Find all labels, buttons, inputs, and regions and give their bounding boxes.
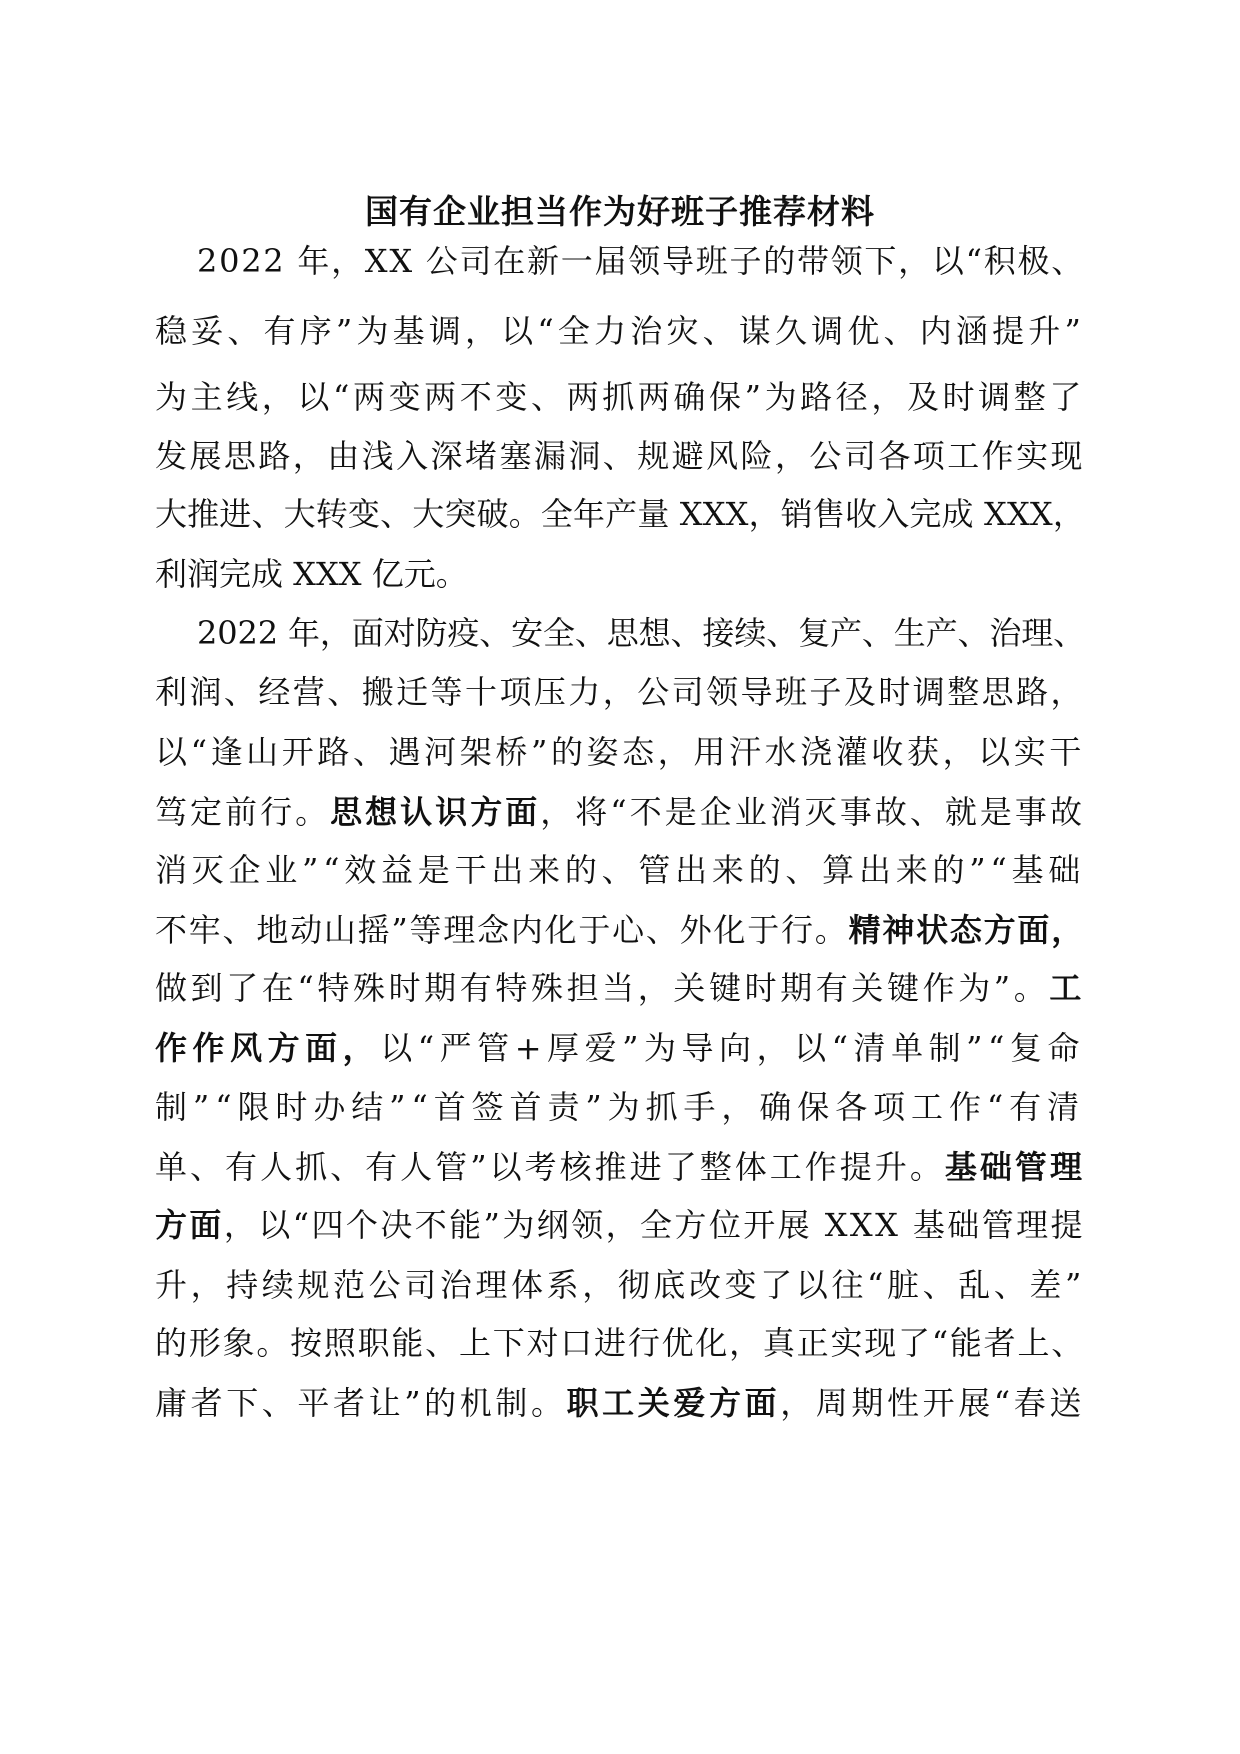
body-line: [155, 373, 1085, 421]
body-text: ，将“不是企业消灭事故、就是事故: [540, 793, 1085, 831]
body-line: [155, 307, 1085, 355]
body-text: 为主线，以“两变两不变、两抓两确保”为路径，及时调整了: [155, 378, 1085, 416]
body-line: [155, 728, 1085, 776]
body-text: ，周期性开展“春送: [780, 1384, 1085, 1422]
body-line: [155, 1024, 1085, 1072]
body-line: [155, 1083, 1085, 1131]
body-line: [197, 237, 1085, 285]
body-text: 以“严管+厚爱”为导向，以“清单制”“复命: [380, 1029, 1085, 1067]
body-line: [155, 788, 1085, 836]
bold-heading-text: 基础管理: [944, 1148, 1085, 1186]
body-line: [197, 609, 1085, 657]
body-text: 稳妥、有序”为基调，以“全力治灾、谋久调优、内涵提升”: [155, 312, 1085, 350]
body-line: [155, 1201, 1085, 1249]
body-line: [155, 1379, 1085, 1427]
body-line: [155, 432, 1085, 480]
bold-heading-text: 精神状态方面，: [848, 911, 1085, 949]
body-text: 2022 年，XX 公司在新一届领导班子的带领下，以“积极、: [197, 242, 1085, 280]
body-line: [155, 1261, 1085, 1309]
body-text: 利润、经营、搬迁等十项压力，公司领导班子及时调整思路，: [155, 673, 1085, 711]
bold-heading-text: 职工关爱方面: [566, 1384, 781, 1422]
bold-heading-text: 思想认识方面: [330, 793, 541, 831]
body-line: [155, 668, 1085, 716]
body-text: 升，持续规范公司治理体系，彻底改变了以往“脏、乱、差”: [155, 1266, 1085, 1304]
body-text: 大推进、大转变、大突破。全年产量 XXX，销售收入完成 XXX，: [155, 495, 1085, 533]
body-line: [155, 846, 1085, 894]
body-line: [155, 1319, 1085, 1367]
body-text: 的形象。按照职能、上下对口进行优化，真正实现了“能者上、: [155, 1324, 1085, 1362]
body-line: [155, 490, 1085, 538]
body-text: 庸者下、平者让”的机制。: [155, 1384, 567, 1422]
bold-heading-text: 方面: [155, 1206, 224, 1244]
document-title: 国有企业担当作为好班子推荐材料: [365, 192, 875, 231]
body-line: [155, 1143, 1085, 1191]
body-text: 不牢、地动山摇”等理念内化于心、外化于行。: [155, 911, 849, 949]
body-text: 消灭企业”“效益是干出来的、管出来的、算出来的”“基础: [155, 851, 1085, 889]
body-text: 笃定前行。: [155, 793, 331, 831]
body-line: [155, 964, 1085, 1012]
body-text: 做到了在“特殊时期有特殊担当，关键时期有关键作为”。: [155, 969, 1050, 1007]
body-text: ，以“四个决不能”为纲领，全方位开展 XXX 基础管理提: [223, 1206, 1085, 1244]
bold-heading-text: 工: [1049, 969, 1085, 1007]
body-text: 以“逢山开路、遇河架桥”的姿态，用汗水浇灌收获，以实干: [155, 733, 1085, 771]
body-line: [155, 550, 1085, 598]
body-line: [155, 906, 1085, 954]
body-text: 发展思路，由浅入深堵塞漏洞、规避风险，公司各项工作实现: [155, 437, 1085, 475]
body-text: 制”“限时办结”“首签首责”为抓手，确保各项工作“有清: [155, 1088, 1085, 1126]
body-text: 2022 年，面对防疫、安全、思想、接续、复产、生产、治理、: [197, 614, 1085, 652]
body-text: 利润完成 XXX 亿元。: [155, 555, 468, 593]
bold-heading-text: 作作风方面，: [155, 1029, 381, 1067]
body-text: 单、有人抓、有人管”以考核推进了整体工作提升。: [155, 1148, 945, 1186]
